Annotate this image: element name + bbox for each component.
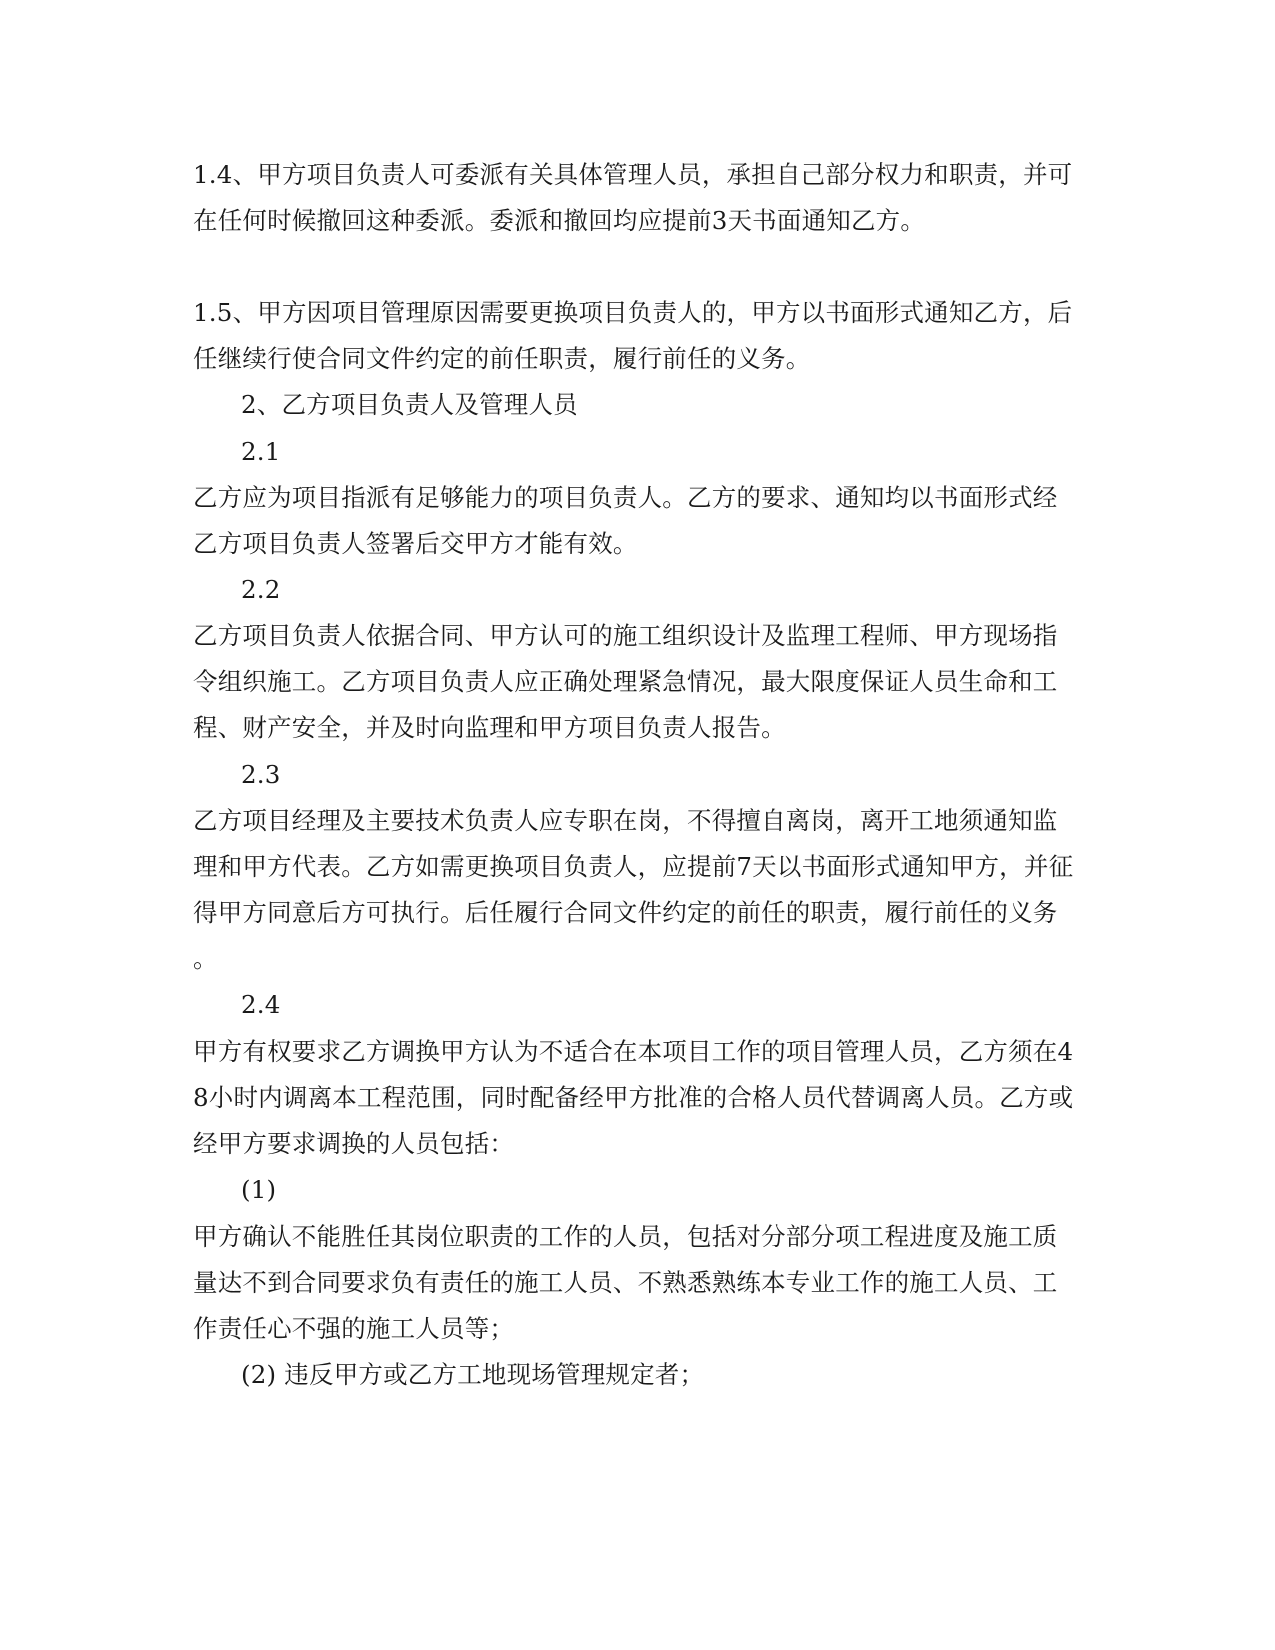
clause-2-2-number: 2.2	[241, 575, 281, 604]
clause-2-4-line-3: 经甲方要求调换的人员包括：	[193, 1129, 515, 1158]
clause-2-2-line-3: 程、财产安全，并及时向监理和甲方项目负责人报告。	[193, 713, 786, 742]
item-2-line: (2) 违反甲方或乙方工地现场管理规定者；	[241, 1360, 705, 1389]
clause-2-1-number: 2.1	[241, 437, 281, 466]
item-1-line-1: 甲方确认不能胜任其岗位职责的工作的人员，包括对分部分项工程进度及施工质	[193, 1222, 1058, 1251]
clause-2-3-line-2: 理和甲方代表。乙方如需更换项目负责人，应提前7天以书面形式通知甲方，并征	[193, 852, 1074, 881]
clause-2-2-line-1: 乙方项目负责人依据合同、甲方认可的施工组织设计及监理工程师、甲方现场指	[193, 621, 1058, 650]
clause-2-3-line-1: 乙方项目经理及主要技术负责人应专职在岗，不得擅自离岗，离开工地须通知监	[193, 806, 1058, 835]
item-1-number: (1)	[241, 1175, 277, 1204]
clause-2-3-number: 2.3	[241, 760, 281, 789]
item-1-line-3: 作责任心不强的施工人员等；	[193, 1314, 515, 1343]
clause-2-3-line-4: 。	[193, 944, 218, 973]
clause-2-1-line-2: 乙方项目负责人签署后交甲方才能有效。	[193, 529, 638, 558]
clause-1-5-line-2: 任继续行使合同文件约定的前任职责，履行前任的义务。	[193, 344, 811, 373]
clause-1-4-line-1: 1.4、甲方项目负责人可委派有关具体管理人员，承担自己部分权力和职责，并可	[193, 160, 1073, 189]
section-2-heading: 2、乙方项目负责人及管理人员	[241, 390, 578, 419]
clause-2-1-line-1: 乙方应为项目指派有足够能力的项目负责人。乙方的要求、通知均以书面形式经	[193, 483, 1058, 512]
clause-2-3-line-3: 得甲方同意后方可执行。后任履行合同文件约定的前任的职责，履行前任的义务	[193, 898, 1058, 927]
clause-2-4-number: 2.4	[241, 990, 281, 1019]
clause-1-5-line-1: 1.5、甲方因项目管理原因需要更换项目负责人的，甲方以书面形式通知乙方，后	[193, 298, 1073, 327]
clause-1-4-line-2: 在任何时候撤回这种委派。委派和撤回均应提前3天书面通知乙方。	[193, 206, 926, 235]
clause-2-4-line-2: 8小时内调离本工程范围，同时配备经甲方批准的合格人员代替调离人员。乙方或	[193, 1083, 1074, 1112]
clause-2-4-line-1: 甲方有权要求乙方调换甲方认为不适合在本项目工作的项目管理人员，乙方须在4	[193, 1037, 1074, 1066]
clause-2-2-line-2: 令组织施工。乙方项目负责人应正确处理紧急情况，最大限度保证人员生命和工	[193, 667, 1058, 696]
item-1-line-2: 量达不到合同要求负有责任的施工人员、不熟悉熟练本专业工作的施工人员、工	[193, 1268, 1058, 1297]
